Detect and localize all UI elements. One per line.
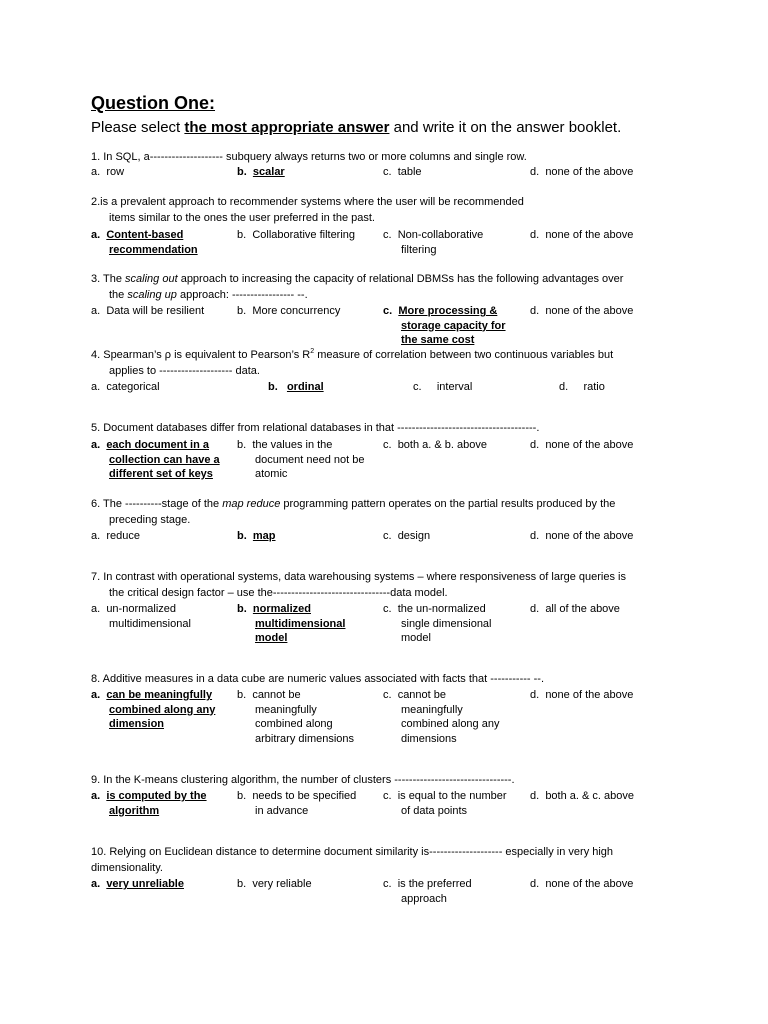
q9-option-b: b. needs to be specified in advance: [237, 790, 357, 817]
question-2-text-cont: items similar to the ones the user preferred in the past.: [109, 212, 375, 224]
q7-option-d: d. all of the above: [530, 603, 620, 615]
q8-option-d: d. none of the above: [530, 689, 634, 701]
q2-option-a: a. Content-based recommendation: [91, 229, 198, 256]
q1-option-a: a. row: [91, 166, 125, 178]
q4-option-c: c. interval: [413, 381, 473, 393]
q6-option-b: b. map: [237, 530, 276, 542]
q6-option-d: d. none of the above: [530, 530, 634, 542]
question-6-text-cont: preceding stage.: [109, 514, 191, 526]
instruction-bold: the most appropriate answer: [184, 119, 390, 136]
q3-option-b: b. More concurrency: [237, 305, 341, 317]
q8-option-a: a. can be meaningfully combined along any dimension: [91, 689, 216, 730]
q1-option-d: d. none of the above: [530, 166, 634, 178]
q9-option-d: d. both a. & c. above: [530, 790, 634, 802]
q10-option-d: d. none of the above: [530, 878, 634, 890]
q1-option-c: c. table: [383, 166, 422, 178]
q10-option-b: b. very reliable: [237, 878, 312, 890]
q8-option-b: b. cannot be meaningfully combined along arbitrary dimensions: [237, 689, 355, 745]
q3-option-d: d. none of the above: [530, 305, 634, 317]
q4-option-a: a. categorical: [91, 381, 160, 393]
q6-option-c: c. design: [383, 530, 431, 542]
q2-option-c: c. Non-collaborative filtering: [383, 229, 484, 256]
q7-option-c: c. the un-normalized single dimensional model: [383, 603, 492, 644]
q3-option-c: c. More processing & storage capacity for the same cost: [383, 305, 506, 346]
question-3-text: 3. The scaling out approach to increasing the capacity of relational DBMSs has the following advantages over: [91, 273, 624, 285]
q7-option-b: b. normalized multidimensional model: [237, 603, 346, 644]
q10-option-c: c. is the preferred approach: [383, 878, 472, 905]
question-7-text-cont: the critical design factor – use the--------------------------------data model.: [109, 587, 448, 599]
instruction-text: [91, 119, 621, 136]
q8-option-c: c. cannot be meaningfully combined along any dimensions: [383, 689, 500, 745]
question-4-text: 4. Spearman’s ρ is equivalent to Pearson’s $R^2$ measure of correlation between two continuous variables but: [91, 348, 614, 361]
question-10-text-cont: dimensionality.: [91, 862, 163, 874]
q4-option-d: d. ratio: [559, 381, 605, 393]
question-8-text: 8. Additive measures in a data cube are numeric values associated with facts that ----------- --.: [91, 673, 545, 685]
question-2-text: 2.is a prevalent approach to recommender systems where the user will be recommended: [91, 196, 524, 208]
page-title: Question One:: [91, 93, 216, 113]
q1-option-b: b. scalar: [237, 166, 285, 178]
q5-option-a: a. each document in a collection can have a different set of keys: [91, 439, 220, 480]
question-1-text: 1. In SQL, a-------------------- subquery always returns two or more columns and single row.: [91, 151, 527, 163]
q7-option-a: a. un-normalized multidimensional: [91, 603, 191, 630]
instruction-pre: Please select: [91, 119, 185, 136]
question-5-text: 5. Document databases differ from relational databases in that --------------------------------------.: [91, 422, 540, 434]
q5-option-c: c. both a. & b. above: [383, 439, 487, 451]
question-3-text-cont: the scaling up approach: ----------------- --.: [109, 289, 308, 301]
q6-option-a: a. reduce: [91, 530, 140, 542]
q9-option-c: c. is equal to the number of data points: [383, 790, 507, 817]
q3-option-a: a. Data will be resilient: [91, 305, 205, 317]
q2-option-d: d. none of the above: [530, 229, 634, 241]
question-7-text: 7. In contrast with operational systems, data warehousing systems – where responsiveness of large queries is: [91, 571, 626, 583]
q10-option-a: a. very unreliable: [91, 878, 184, 890]
question-4-text-cont: applies to -------------------- data.: [109, 365, 260, 377]
q2-option-b: b. Collaborative filtering: [237, 229, 356, 241]
question-9-text: 9. In the K-means clustering algorithm, the number of clusters --------------------------------.: [91, 774, 515, 786]
question-10-text: 10. Relying on Euclidean distance to determine document similarity is-------------------- especially in very high: [91, 846, 614, 858]
q4-option-b: b. ordinal: [268, 381, 324, 393]
q5-option-b: b. the values in the document need not be atomic: [237, 439, 365, 480]
q9-option-a: a. is computed by the algorithm: [91, 790, 207, 817]
q5-option-d: d. none of the above: [530, 439, 634, 451]
question-6-text: 6. The ----------stage of the map reduce programming pattern operates on the partial results produced by the: [91, 498, 616, 510]
instruction-post: and write it on the answer booklet.: [389, 119, 622, 136]
